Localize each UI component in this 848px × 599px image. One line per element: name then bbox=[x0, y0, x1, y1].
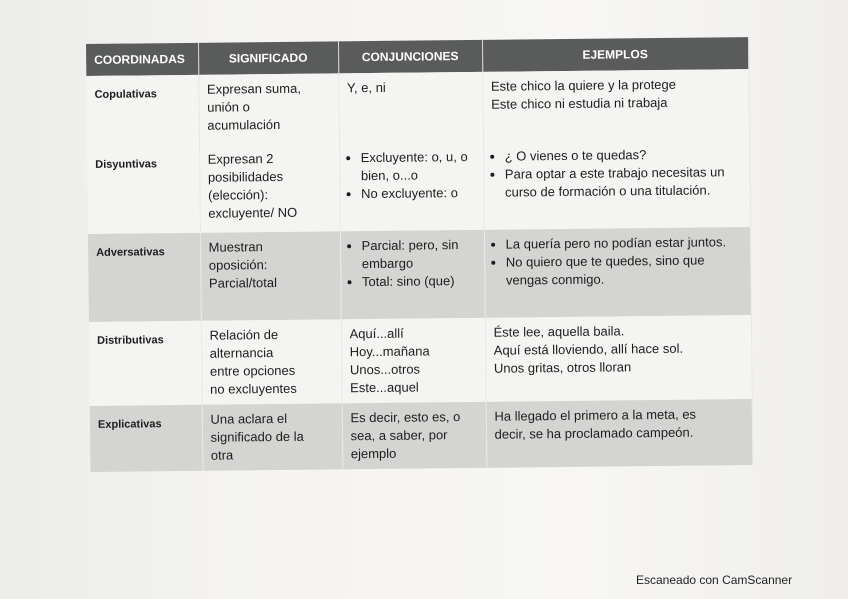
ejemplos-cell bbox=[482, 69, 749, 142]
header-ejemplos: EJEMPLOS bbox=[482, 37, 748, 72]
text-line: Este chico la quiere y la protege bbox=[490, 76, 677, 94]
text-line: Una aclara el bbox=[210, 410, 288, 427]
ejemplos-cell bbox=[484, 227, 751, 318]
header-coordinadas: COORDINADAS bbox=[86, 43, 198, 76]
list-item: • Excluyente: o, u, o bien, o...o bbox=[361, 148, 477, 185]
text-line: excluyente/ NO bbox=[208, 204, 298, 221]
text-line: Éste lee, aquella baila. bbox=[493, 323, 625, 340]
conjunciones-cell bbox=[339, 142, 484, 232]
list-item: • La quería pero no podían estar juntos. bbox=[506, 233, 744, 253]
text-line: alternancia bbox=[209, 345, 274, 361]
conjunciones-cell bbox=[340, 230, 485, 320]
table-row-disyuntivas bbox=[87, 139, 750, 234]
text-line: oposición: bbox=[208, 257, 268, 273]
text-line: Relación de bbox=[209, 327, 279, 343]
list-item: • ¿ O vienes o te quedas? bbox=[505, 145, 743, 165]
header-conjunciones: CONJUNCIONES bbox=[338, 40, 482, 74]
text-line: Expresan suma, bbox=[206, 80, 301, 97]
text-line: decir, se ha proclamado campeón. bbox=[494, 424, 694, 442]
text-line: (elección): bbox=[208, 187, 269, 203]
significado-cell bbox=[199, 143, 340, 232]
text-line: Aquí...allí bbox=[349, 325, 404, 342]
text-line: Muestran bbox=[208, 239, 263, 255]
table-row-distributivas bbox=[89, 315, 752, 406]
ejemplos-cell bbox=[486, 399, 753, 468]
conjunciones-cell bbox=[341, 318, 486, 404]
bullet-list bbox=[492, 145, 744, 202]
table-row-adversativas bbox=[88, 227, 751, 322]
row-name: Copulativas bbox=[86, 75, 199, 146]
list-item: • Parcial: pero, sin embargo bbox=[362, 236, 478, 273]
significado-cell bbox=[198, 73, 339, 144]
significado-cell bbox=[200, 231, 341, 320]
text-line: Unos gritas, otros lloran bbox=[493, 359, 632, 376]
ejemplos-cell bbox=[485, 315, 752, 402]
text-line: Parcial/total bbox=[208, 275, 278, 291]
row-name: Adversativas bbox=[88, 233, 201, 322]
text-line: entre opciones bbox=[209, 362, 296, 379]
text-line: Este...aquel bbox=[350, 379, 419, 396]
bullet-list bbox=[349, 236, 479, 291]
text-line: no excluyentes bbox=[210, 380, 297, 397]
text-line: Unos...otros bbox=[349, 361, 421, 378]
header-significado: SIGNIFICADO bbox=[198, 41, 338, 74]
row-name: Explicativas bbox=[90, 405, 203, 472]
list-item: • No excluyente: o bbox=[361, 184, 477, 203]
significado-cell bbox=[201, 319, 342, 404]
text-line: posibilidades bbox=[207, 168, 284, 185]
coordinadas-table bbox=[86, 37, 753, 472]
list-item: • No quiero que te quedes, sino que vengas conmigo. bbox=[506, 251, 744, 289]
significado-cell bbox=[202, 403, 343, 470]
conjunciones-cell bbox=[342, 402, 487, 470]
conjunciones-cell bbox=[338, 72, 483, 144]
text-line: Y, e, ni bbox=[346, 79, 386, 96]
coordinadas-table-container bbox=[86, 37, 752, 472]
list-item: • Para optar a este trabajo necesitas un curso de formación o una titulación. bbox=[505, 163, 743, 201]
text-line: significado de la bbox=[210, 428, 304, 445]
list-item: • Total: sino (que) bbox=[362, 272, 478, 291]
text-line: otra bbox=[210, 447, 234, 463]
text-line: Ha llegado el primero a la meta, es bbox=[494, 406, 697, 424]
ejemplos-cell bbox=[483, 139, 750, 230]
text-line: Es decir, esto es, o bbox=[350, 409, 461, 426]
bullet-list bbox=[348, 148, 478, 203]
bullet-list bbox=[493, 233, 745, 290]
text-line: Este chico ni estudia ni trabaja bbox=[491, 94, 668, 112]
text-line: sea, a saber, por bbox=[350, 427, 448, 444]
text-line: Hoy...mañana bbox=[349, 343, 430, 360]
row-name: Distributivas bbox=[89, 321, 202, 406]
text-line: unión o bbox=[207, 99, 250, 115]
table-row-copulativas bbox=[86, 69, 749, 146]
camscanner-footer: Escaneado con CamScanner bbox=[636, 573, 793, 587]
text-line: acumulación bbox=[207, 116, 281, 133]
row-name: Disyuntivas bbox=[87, 145, 200, 234]
text-line: Aquí está lloviendo, allí hace sol. bbox=[493, 340, 684, 358]
table-row-explicativas bbox=[90, 399, 753, 472]
text-line: ejemplo bbox=[350, 445, 397, 462]
text-line: Expresan 2 bbox=[207, 151, 274, 167]
